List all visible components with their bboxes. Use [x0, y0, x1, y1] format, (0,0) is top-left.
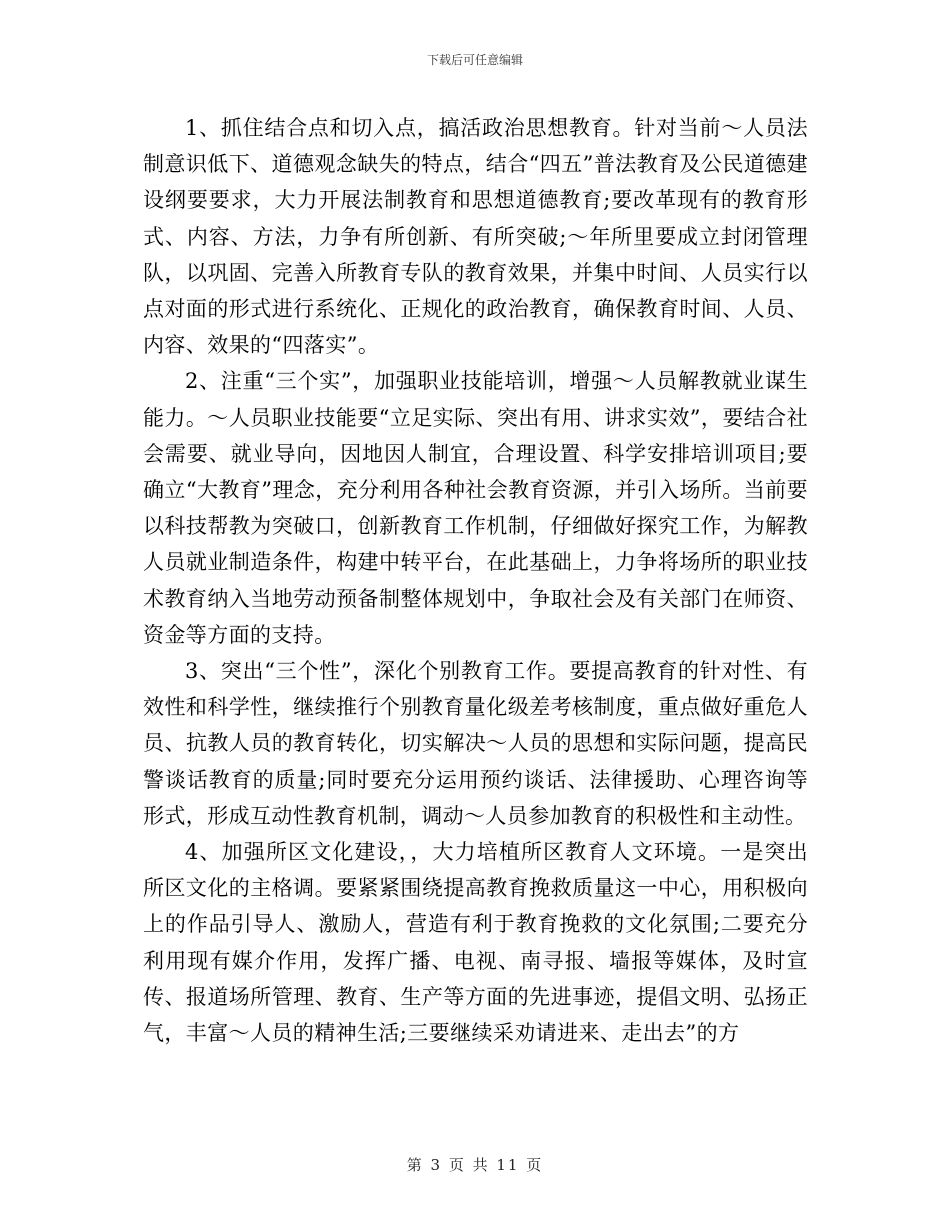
- paragraph-3: 3、突出“三个性”，深化个别教育工作。要提高教育的针对性、有效性和科学性，继续推行个别教育量化级差考核制度，重点做好重危人员、抗教人员的教育转化，切实解决～人员的思想和实际问题，提高民警谈话教育的质量;同时要充分运用预约谈话、法律援助、心理咨询等形式，形成互动性教育机制，调动～人员参加教育的积极性和主动性。: [143, 659, 808, 828]
- paragraph-2: 2、注重“三个实”，加强职业技能培训，增强～人员解教就业谋生能力。～人员职业技能要“立足实际、突出有用、讲求实效”，要结合社会需要、就业导向，因地因人制宜，合理设置、科学安排培训项目;要确立“大教育”理念，充分利用各种社会教育资源，并引入场所。当前要以科技帮教为突破口，创新教育工作机制，仔细做好探究工作，为解教人员就业制造条件，构建中转平台，在此基础上，力争将场所的职业技术教育纳入当地劳动预备制整体规划中，争取社会及有关部门在师资、资金等方面的支持。: [143, 369, 808, 647]
- page-header: 下载后可任意编辑: [426, 53, 523, 67]
- paragraph-4: 4、加强所区文化建设，，大力培植所区教育人文环境。一是突出所区文化的主格调。要紧紧围绕提高教育挽救质量这一中心，用积极向上的作品引导人、激励人，营造有利于教育挽救的文化氛围;二要充分利用现有媒介作用，发挥广播、电视、南寻报、墙报等媒体，及时宣传、报道场所管理、教育、生产等方面的先进事迹，提倡文明、弘扬正气，丰富～人员的精神生活;三要继续采劝请进来、走出去”的方: [143, 840, 808, 1046]
- document-body: [143, 110, 808, 1051]
- page-number-footer: 第 3 页 共 11 页: [406, 1156, 544, 1174]
- paragraph-1: 1、抓住结合点和切入点，搞活政治思想教育。针对当前～人员法制意识低下、道德观念缺失的特点，结合“四五”普法教育及公民道德建设纲要要求，大力开展法制教育和思想道德教育;要改革现有的教育形式、内容、方法，力争有所创新、有所突破;～年所里要成立封闭管理队，以巩固、完善入所教育专队的教育效果，并集中时间、人员实行以点对面的形式进行系统化、正规化的政治教育，确保教育时间、人员、内容、效果的“四落实”。: [143, 116, 808, 358]
